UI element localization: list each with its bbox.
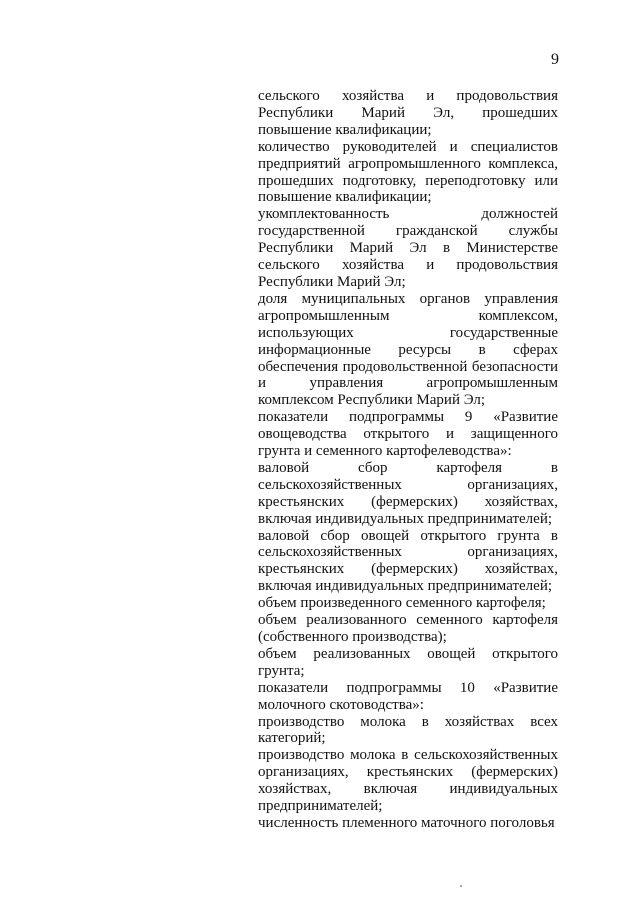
- paragraph-12: производство молока в хозяйствах всех категорий;: [258, 713, 558, 747]
- paragraph-7: валовой сбор овощей открытого грунта в сельскохозяйственных организациях, крестьянских (фермерских) хозяйствах, включая индивидуальных предпринимателей;: [258, 527, 558, 595]
- paragraph-8: объем произведенного семенного картофеля;: [258, 595, 546, 612]
- paragraph-6: валовой сбор картофеля в сельскохозяйственных организациях, крестьянских (фермерских) хозяйствах, включая индивидуальных предпринимателей;: [258, 459, 558, 527]
- paragraph-14: численность племенного маточного поголовья: [258, 814, 555, 831]
- paragraph-13: производство молока в сельскохозяйственных организациях, крестьянских (фермерских) хозяйствах, включая индивидуальных предпринимателей;: [258, 747, 558, 815]
- paragraph-4: доля муниципальных органов управления агропромышленным комплексом, использующих государственные информационные ресурсы в сферах обеспечения продовольственной безопасности и управления агропромышленным комплексом Республики Марий Эл;: [258, 290, 558, 409]
- paragraph-11: показатели подпрограммы 10 «Развитие молочного скотоводства»:: [258, 679, 558, 713]
- paragraph-5: показатели подпрограммы 9 «Развитие овощеводства открытого и защищенного грунта и семенного картофелеводства»:: [258, 409, 558, 460]
- page-number: 9: [551, 51, 559, 68]
- paragraph-2: количество руководителей и специалистов предприятий агропромышленного комплекса, прошедших подготовку, переподготовку или повышение квалификации;: [258, 138, 558, 206]
- scan-dot: [460, 885, 462, 887]
- paragraph-3: укомплектованность должностей государственной гражданской службы Республики Марий Эл в Министерстве сельского хозяйства и продовольствия Республики Марий Эл;: [258, 206, 558, 290]
- paragraph-10: объем реализованных овощей открытого грунта;: [258, 645, 558, 679]
- paragraph-9: объем реализованного семенного картофеля (собственного производства);: [258, 612, 558, 645]
- paragraph-1: сельского хозяйства и продовольствия Республики Марий Эл, прошедших повышение квалификации;: [258, 88, 558, 138]
- text-column: [258, 88, 558, 832]
